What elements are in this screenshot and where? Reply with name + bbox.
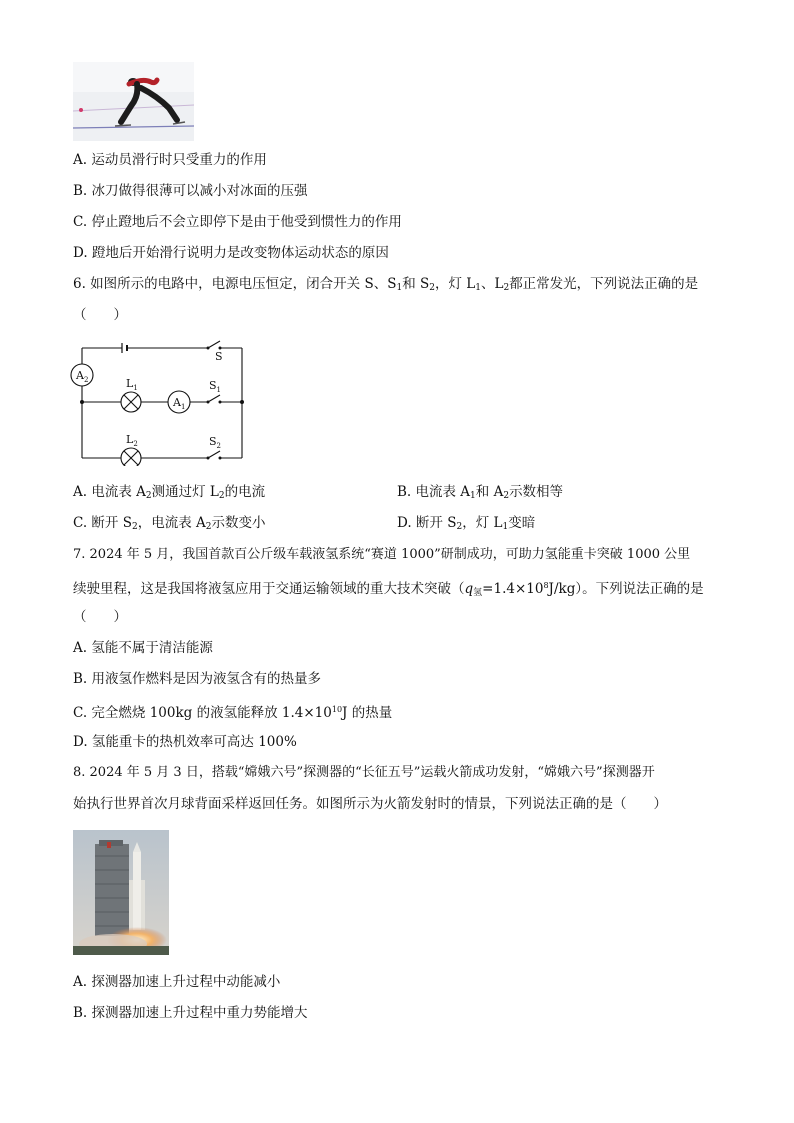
q8-option-b: B. 探测器加速上升过程中重力势能增大 (73, 1005, 308, 1021)
label-a2: $A_2$ (76, 369, 89, 384)
q5-option-c: C. 停止蹬地后不会立即停下是由于他受到惯性力的作用 (73, 214, 402, 230)
label-l2: $L_2$ (126, 433, 138, 448)
q8-stem-line1: 8. 2024 年 5 月 3 日，搭载“嫦娥六号”探测器的“长征五号”运载火箭成功发射，“嫦娥六号”探测器开 (73, 765, 655, 780)
label-s1: $S_1$ (209, 379, 222, 394)
q7-stem-line1: 7. 2024 年 5 月，我国首款百公斤级车载液氢系统“赛道 1000”研制成功，可助力氢能重卡突破 1000 公里 (73, 547, 691, 562)
q7-stem-line2: 续驶里程，这是我国将液氢应用于交通运输领域的重大技术突破$(q_氢=1.4\times 10^8J/kg)$。下列说法正确的是 (73, 581, 704, 598)
q5-option-a: A. 运动员滑行时只受重力的作用 (73, 152, 267, 168)
circuit-diagram (70, 336, 250, 466)
q8-stem-line2: 始执行世界首次月球背面采样返回任务。如图所示为火箭发射时的情景，下列说法正确的是（ ） (73, 796, 667, 812)
q6-option-a: A. 电流表 $A_2$测通过灯 $L_2$的电流 (73, 484, 266, 501)
label-s2: $S_2$ (209, 435, 222, 450)
label-a1: $A_1$ (173, 396, 186, 411)
q6-stem: 6. 如图所示的电路中，电源电压恒定，闭合开关 S、$S_1$和 $S_2$，灯 $L_1$、$L_2$都正常发光，下列说法正确的是 (73, 276, 699, 293)
q7-option-b: B. 用液氢作燃料是因为液氢含有的热量多 (73, 671, 322, 687)
q6-option-d: D. 断开 $S_2$，灯 $L_1$变暗 (397, 515, 536, 532)
rocket-launch-illustration (73, 830, 169, 955)
speed-skater-illustration (73, 62, 194, 141)
q6-option-b: B. 电流表 $A_1$和 $A_2$示数相等 (397, 484, 564, 501)
q5-option-d: D. 蹬地后开始滑行说明力是改变物体运动状态的原因 (73, 245, 389, 261)
q7-answer-paren: （ ） (73, 609, 127, 625)
q7-option-a: A. 氢能不属于清洁能源 (73, 640, 213, 656)
q5-option-b: B. 冰刀做得很薄可以减小对冰面的压强 (73, 183, 308, 199)
q6-option-c: C. 断开 $S_2$，电流表 $A_2$示数变小 (73, 515, 266, 532)
label-s: S (215, 350, 223, 363)
rocket-launch-photo (73, 830, 169, 955)
q7-option-c: C. 完全燃烧 100kg 的液氢能释放 $1.4\times 10^{10}J$ 的热量 (73, 705, 393, 721)
q8-option-a: A. 探测器加速上升过程中动能减小 (73, 974, 281, 990)
label-l1: $L_1$ (126, 377, 138, 392)
q7-option-d: D. 氢能重卡的热机效率可高达 100% (73, 734, 297, 750)
q6-answer-paren: （ ） (73, 307, 127, 323)
speed-skater-photo (73, 62, 194, 141)
